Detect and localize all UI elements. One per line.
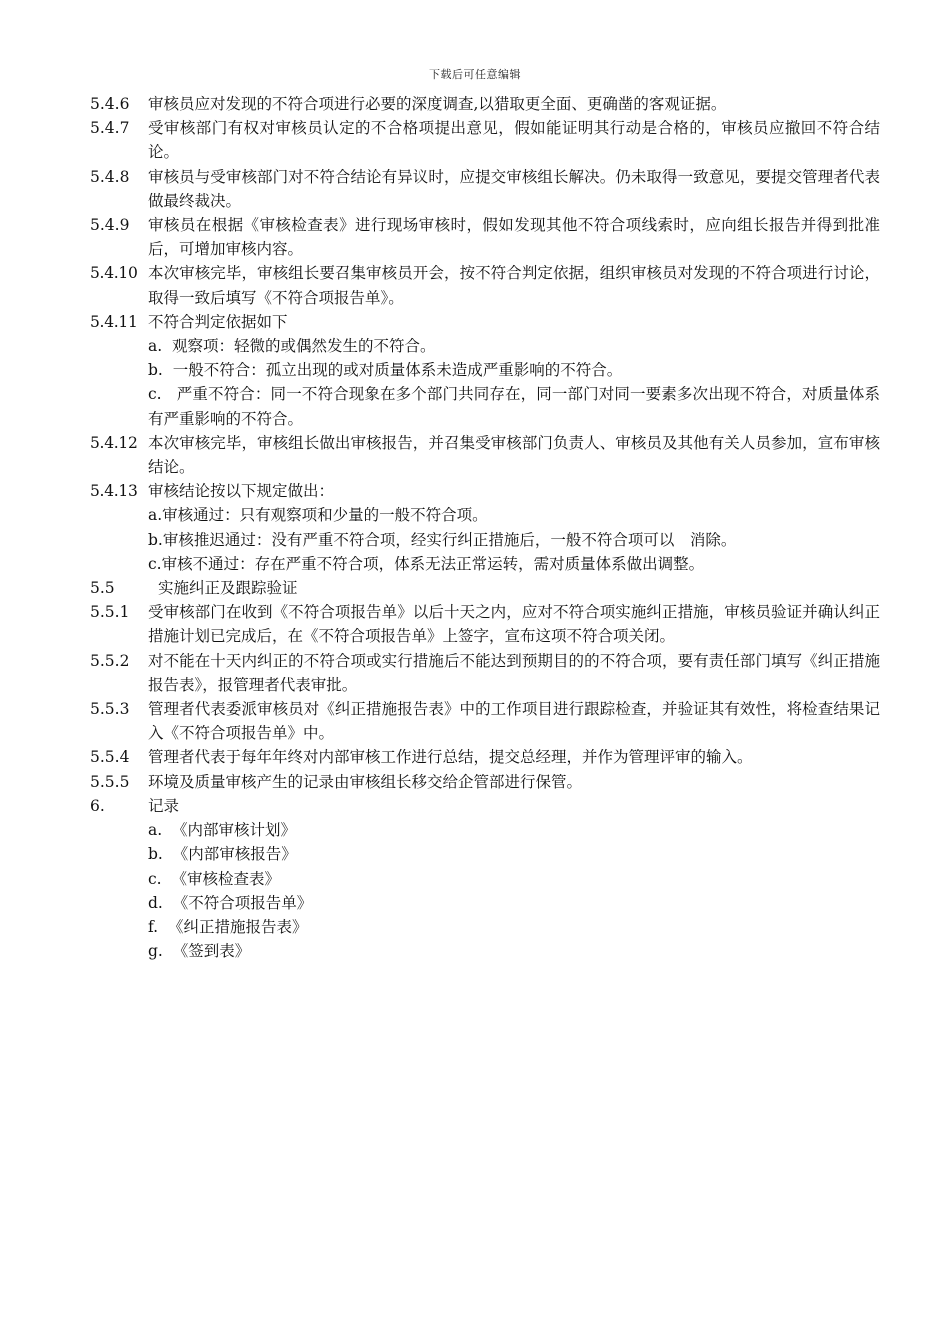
record-item: [90, 915, 880, 939]
clause-text: 本次审核完毕，审核组长做出审核报告，并召集受审核部门负责人、审核员及其他有关人员参加，宣布审核结论。: [148, 433, 880, 477]
item-label: b.: [148, 845, 163, 864]
section-number: 6.: [90, 796, 105, 815]
clause-text: 不符合判定依据如下: [148, 312, 288, 331]
clause-number: 5.5.2: [90, 651, 130, 670]
clause-5-4-13: [90, 479, 880, 503]
section-title: 记录: [148, 796, 180, 815]
record-item: [90, 891, 880, 915]
clause-number: 5.4.7: [90, 119, 130, 138]
section-5-5-heading: [90, 576, 880, 600]
clause-text: 环境及质量审核产生的记录由审核组长移交给企管部进行保管。: [148, 772, 583, 791]
item-text: 《纠正措施报告表》: [167, 917, 308, 936]
document-body: [90, 92, 880, 963]
item-text: 《内部审核报告》: [172, 845, 297, 864]
item-label: a.: [148, 337, 163, 356]
criteria-item: [90, 334, 880, 358]
record-item: [90, 867, 880, 891]
item-label: a.: [148, 821, 163, 840]
clause-5-5-1: [90, 600, 880, 648]
clause-5-4-12: [90, 431, 880, 479]
clause-number: 5.4.12: [90, 433, 138, 452]
clause-5-4-6: [90, 92, 880, 116]
clause-number: 5.4.8: [90, 167, 130, 186]
page-header: 下载后可任意编辑: [429, 68, 521, 81]
item-text: 一般不符合：孤立出现的或对质量体系未造成严重影响的不符合。: [172, 361, 623, 380]
clause-5-5-2: [90, 649, 880, 697]
clause-number: 5.5.5: [90, 772, 130, 791]
clause-text: 受审核部门在收到《不符合项报告单》以后十天之内，应对不符合项实施纠正措施，审核员验证并确认纠正措施计划已完成后，在《不符合项报告单》上签字，宣布这项不符合项关闭。: [148, 603, 880, 646]
item-text: 《内部审核计划》: [172, 821, 297, 840]
clause-number: 5.4.6: [90, 95, 130, 113]
item-label: c.: [148, 385, 162, 404]
item-label: b.: [148, 361, 163, 380]
clause-text: 管理者代表于每年年终对内部审核工作进行总结，提交总经理，并作为管理评审的输入。: [148, 748, 753, 767]
clause-text: 管理者代表委派审核员对《纠正措施报告表》中的工作项目进行跟踪检查，并验证其有效性，将检查结果记入《不符合项报告单》中。: [148, 700, 880, 743]
clause-text: 受审核部门有权对审核员认定的不合格项提出意见，假如能证明其行动是合格的，审核员应撤回不符合结论。: [148, 119, 880, 162]
clause-number: 5.5.1: [90, 603, 130, 622]
record-item: [90, 842, 880, 866]
clause-number: 5.5.4: [90, 748, 130, 767]
clause-5-4-7: [90, 116, 880, 164]
clause-text: 审核结论按以下规定做出：: [148, 482, 335, 501]
clause-5-4-8: [90, 165, 880, 213]
section-title: 实施纠正及跟踪验证: [158, 579, 298, 598]
clause-number: 5.4.9: [90, 216, 130, 235]
clause-5-4-11: [90, 310, 880, 334]
conclusion-item: a.审核通过：只有观察项和少量的一般不符合项。: [148, 506, 488, 525]
clause-text: 审核员在根据《审核检查表》进行现场审核时，假如发现其他不符合项线索时，应向组长报告并得到批准后，可增加审核内容。: [148, 216, 880, 259]
item-label: d.: [148, 893, 163, 912]
record-item: [90, 939, 880, 963]
clause-text: 对不能在十天内纠正的不符合项或实行措施后不能达到预期目的的不符合项，要有责任部门填写《纠正措施报告表》，报管理者代表审批。: [148, 651, 880, 694]
conclusion-item: b.审核推迟通过：没有严重不符合项，经实行纠正措施后，一般不符合项可以 消除。: [148, 530, 737, 549]
clause-text: 本次审核完毕，审核组长要召集审核员开会，按不符合判定依据，组织审核员对发现的不符合项进行讨论，取得一致后填写《不符合项报告单》。: [148, 264, 880, 307]
item-label: f.: [148, 917, 159, 936]
item-text: 《审核检查表》: [171, 869, 280, 888]
criteria-item: [90, 382, 880, 430]
clause-text: 审核员与受审核部门对不符合结论有异议时，应提交审核组长解决。仍未取得一致意见，要提交管理者代表做最终裁决。: [148, 167, 880, 210]
item-label: c.: [148, 869, 162, 888]
item-text: 《不符合项报告单》: [172, 893, 313, 912]
clause-5-5-4: [90, 745, 880, 769]
clause-5-4-9: [90, 213, 880, 261]
clause-5-5-3: [90, 697, 880, 745]
item-text: 严重不符合：同一不符合现象在多个部门共同存在，同一部门对同一要素多次出现不符合，对质量体系有严重影响的不符合。: [148, 385, 880, 428]
clause-5-5-5: [90, 770, 880, 794]
criteria-item: [90, 358, 880, 382]
item-text: 《签到表》: [172, 942, 251, 961]
conclusion-item: c.审核不通过：存在严重不符合项，体系无法正常运转，需对质量体系做出调整。: [148, 554, 705, 573]
section-6-heading: [90, 794, 880, 818]
item-label: g.: [148, 942, 163, 961]
section-number: 5.5: [90, 579, 115, 598]
clause-5-4-10: [90, 261, 880, 309]
clause-number: 5.4.13: [90, 482, 138, 501]
clause-number: 5.4.10: [90, 264, 138, 283]
item-text: 观察项：轻微的或偶然发生的不符合。: [172, 337, 436, 356]
clause-number: 5.4.11: [90, 312, 138, 331]
clause-text: 审核员应对发现的不符合项进行必要的深度调查,以猎取更全面、更确凿的客观证据。: [148, 95, 727, 113]
clause-number: 5.5.3: [90, 700, 130, 719]
record-item: [90, 818, 880, 842]
